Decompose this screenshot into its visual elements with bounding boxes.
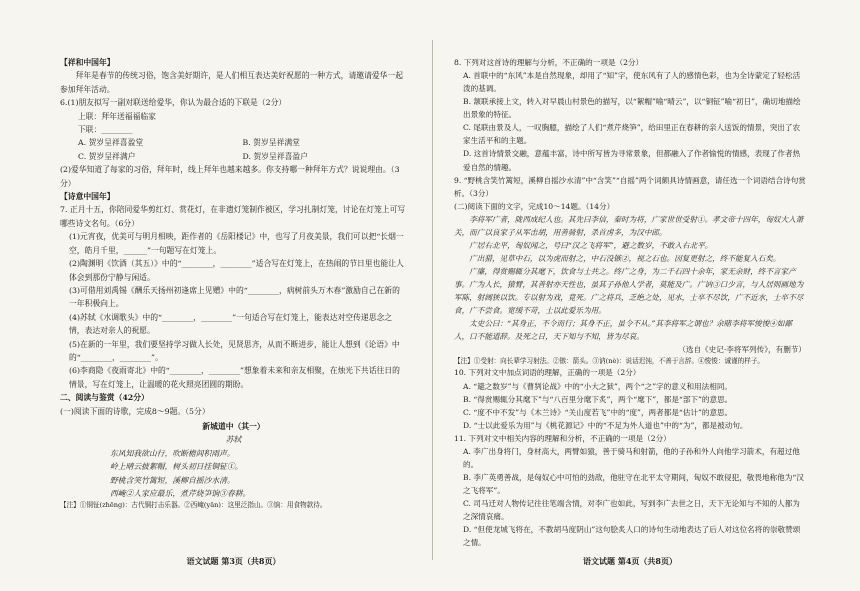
question-11-option-a: A. 李广出身将门，身材高大，两臂如猿，善于骑马和射箭，他的子孙和外人向他学习箭术，有超过他的。	[463, 446, 800, 469]
part-2-2-heading: (二)阅读下面的文字，完成10～14题。（14分）	[454, 201, 615, 211]
question-6-options	[60, 136, 407, 163]
page-4-footer: 语文试题 第4页（共8页）	[583, 556, 677, 566]
poem-title: 新城道中（其一）	[202, 421, 265, 431]
question-11: 11. 下列对文中相关内容的理解和分析，不正确的一项是（2分）	[454, 433, 671, 443]
classical-text-paragraph: 广出猎，见草中石，以为虎而射之，中石没镞②，视之石也。因复更射之，终不能复入石矣。	[469, 253, 781, 263]
section-header-new-year: 【祥和中国年】	[60, 58, 115, 67]
poem-author: 苏轼	[225, 435, 242, 445]
classical-text-paragraph: 广居右北平，匈奴闻之，号曰“汉之飞将军”，避之数岁，不敢入右北平。	[469, 240, 713, 250]
question-8-option-c: C. 尾联由景及人，一叹胸臆，描绘了人们“煮芹烧笋”，给田里正在春耕的亲人送饭的情景，突出了农家生活平和的主题。	[463, 123, 801, 146]
lower-couplet: 下联：________	[78, 125, 133, 135]
question-10: 10. 下列对文中加点词语的理解，正确的一项是（2分）	[454, 368, 641, 378]
question-8-option-a: A. 首联中的“东风”本是自然现象，却用了“知”字，使东风有了人的感情色彩，也为全诗蒙定了轻松活泼的基调。	[463, 71, 801, 94]
part-2-subheading: (一)阅读下面的诗歌，完成8～9题。（5分）	[60, 406, 210, 416]
classical-text-paragraph: 广廉，得赏赐辄分其麾下，饮食与士共之。终广之身，为二千石四十余年，家无余财，终不言家产事。广为人长，猿臂，其善射亦天性也，虽其子孙他人学者，莫能及广。广讷③口少言，与人居则画地为军陈，射阔狭以饮。专以射为戏，竟死。广之将兵，乏绝之处，见水，士卒不尽饮，广不近水，士卒不尽食，广不尝食。宽缓不苛，士以此爱乐为用。	[454, 267, 804, 316]
question-7-2: (2)陶渊明《饮酒（其五）》中的“________，________”适合写在灯笼上，在热闹的节日里也能让人体会到那份宁静与闲适。	[69, 259, 404, 282]
poem-line: 东风知我欲山行，吹断檐间积雨声。	[110, 448, 235, 458]
question-9: 9. “野桃含笑竹篱短，溪柳自摇沙水清”中“含笑”“自摇”两个词颇具诗情画意，请任选一个词语结合诗句赏析。（3分）	[454, 175, 806, 198]
question-6-2: (2)爱华知道了每家的习俗，拜年时，线上拜年也越来越多。你支持哪一种拜年方式？说说理由。（3分）	[60, 165, 400, 188]
classical-text-note: 【注】①受射：向长辈学习射法。②镞：箭头。③讷(nè)：说话迟钝，不善于言辞。④悛悛：诚谨的样子。	[454, 357, 765, 366]
option-b: B. 贺岁呈祥满堂	[242, 138, 300, 148]
page-3-content	[60, 56, 407, 510]
classical-text-paragraph: 太史公曰：“其身正，不令而行；其身不正，虽令不从。”其李将军之谓也？余睹李将军悛悛④如鄙人，口不能道辞。及死之日，天下知与不知，皆为尽哀。	[454, 319, 793, 342]
question-10-option-d: D. “士以此爱乐为用”与《桃花源记》中的“不足为外人道也”中的“为”，都是被动句。	[463, 420, 748, 430]
question-10-option-c: C. “度不中不发”与《木兰诗》“关山度若飞”中的“度”，两者都是“估计”的意思。	[463, 407, 733, 417]
classical-text-paragraph: 李将军广者，陇西成纪人也。其先曰李信，秦时为将，广家世世受射①。孝文帝十四年，匈奴大入萧关，而广以良家子从军击胡，用善骑射，杀首虏多，为汉中郎。	[454, 214, 804, 237]
question-11-option-b: B. 李广英勇善战，是匈奴心中可怕的劲敌，他驻守在北平太守期间，匈奴不敢侵犯，敬畏地称他为“汉之飞将军”。	[463, 472, 804, 495]
question-6-1: 6.(1)朋友拟写一副对联送给爱华，你认为最合适的下联是（2分）	[60, 98, 287, 108]
option-a: A. 贺岁呈祥喜盈堂	[78, 138, 144, 148]
text-source: （选自《史记·李将军列传》，有删节）	[678, 345, 806, 355]
question-11-option-c: C. 司马迁对人物传记往往笔端含情，对李广也如此，写到李广去世之日，天下无论知与不知的人都为之深情哀痛。	[463, 499, 800, 522]
question-10-option-a: A. “避之数岁”与《曹刿论战》中的“小大之狱”，两个“之”字的意义和用法相同。	[463, 381, 733, 391]
question-7: 7. 正月十五，你陪同爱华剪红灯、赏花灯，在非遗灯笼制作被区，学习扎制灯笼，讨论在灯笼上可写哪些诗文名句。（6分）	[60, 205, 406, 228]
question-7-5: (5)在新的一年里，我们要坚持学习做人长处，见贤思齐，从而不断进步，能让人想到《论语》中的“________，________”。	[69, 339, 400, 362]
page-3-footer: 语文试题 第3页（共8页）	[186, 556, 281, 566]
question-7-1: (1)元宵夜，优美可与明月相映，距作者的《岳阳楼记》中，也写了月夜美景，我们可以把“长烟一空，皓月千里，______”一句题写在灯笼上。	[69, 232, 404, 255]
option-c: C. 贺岁呈祥满户	[78, 151, 136, 161]
part-2-heading: 二、阅读与鉴赏（42分）	[60, 393, 149, 403]
poem-line: 岭上晴云披絮帽，树头初日挂铜钲①。	[110, 462, 243, 472]
page-4	[440, 0, 820, 591]
intro-text: 拜年是春节的传统习俗，饱含美好期许，是人们相互表达美好祝愿的一种方式，请邀请爱华一起参加拜年活动。	[60, 71, 404, 94]
page-4-content	[454, 56, 806, 549]
upper-couplet: 上联：拜年送福福临家	[78, 111, 156, 121]
question-7-6: (6)李商隐《夜雨寄北》中的“________，________”想象着未来和亲友相聚，在烛光下共话往日的情景，写在灯笼上，让温暖的花火照亮团圆的期盼。	[69, 366, 400, 389]
question-8-option-d: D. 这首诗情景交融，意蕴丰富，诗中所写皆为寻常景象，但都融入了作者愉悦的情感，表现了作者热爱自然的情趣。	[463, 149, 801, 172]
page-3	[46, 0, 421, 591]
poem-note: 【注】①铜钲(zhēng)：古代铜打击乐器。②西崦(yān)：这里泛指山。③饷：用食物款待。	[60, 501, 327, 510]
question-10-option-b: B. “得赏赐辄分其麾下”与“八百里分麾下炙”，两个“麾下”，都是“部下”的意思。	[463, 394, 733, 404]
page-divider	[432, 40, 433, 560]
question-8: 8. 下列对这首诗的理解与分析，不正确的一项是（2分）	[454, 58, 644, 67]
option-d: D. 贺岁呈祥喜盈户	[242, 151, 309, 161]
poem-line: 西崦②人家应最乐，煮芹烧笋饷③春耕。	[110, 489, 251, 498]
question-7-3: (3)可借用刘禹锡《酬乐天扬州初逢席上见赠》中的“________，病树前头万木春”激励自己在新的一年积极向上。	[69, 285, 400, 309]
question-8-option-b: B. 颔联承接上文，转入对早晨山村景色的描写，以“絮帽”喻“晴云”，以“铜钲”喻“初日”，确切地描绘出景象的特征。	[463, 97, 801, 120]
section-header-poetry: 【诗意中国年】	[60, 192, 115, 202]
question-7-4: (4)苏轼《水调歌头》中的“________，________”一句适合写在灯笼上，能表达对空传递思念之情，表达对亲人的祝愿。	[69, 312, 393, 336]
poem-line: 野桃含笑竹篱短，溪柳自摇沙水清。	[110, 475, 235, 485]
question-11-option-d: D. “但使龙城飞将在，不教胡马度阴山”这句脍炙人口的诗句生动地表达了后人对这位名将的崇敬赞颂之情。	[463, 525, 801, 548]
